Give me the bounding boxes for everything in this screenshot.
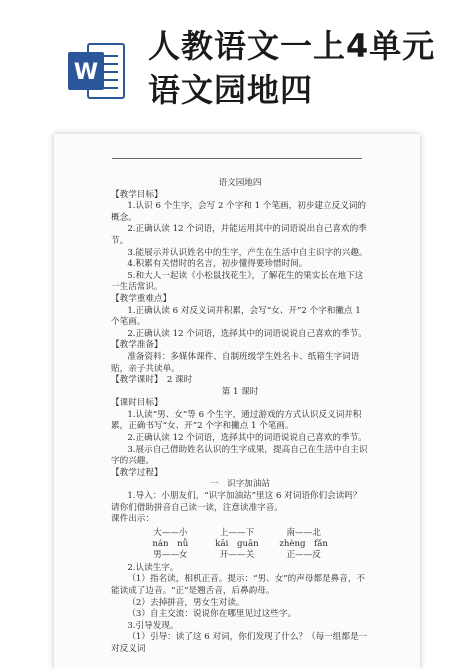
antonym-cell: kāi guān — [215, 538, 259, 549]
text-line: 1.认读“男、女”等 6 个生字，通过游戏的方式认识反义词并积累，正确书写“女、开”2 个字和撇点 1 个笔画。 — [111, 409, 362, 432]
lesson-lines-2 — [111, 563, 369, 656]
antonym-cell: 开——关 — [219, 549, 255, 560]
text-line: 【教学目标】 — [111, 189, 163, 200]
text-line: 课件出示： — [111, 514, 154, 525]
antonym-words — [137, 528, 337, 561]
text-line: 【课时目标】 — [111, 398, 163, 409]
text-line: 【教学过程】 — [111, 467, 163, 478]
text-line: （1）引导：读了这 6 对词，你们发现了什么？（每一组都是一对反义词 — [111, 632, 368, 654]
antonym-cell: 男——女 — [153, 549, 188, 560]
text-line: 4.积累有关惜时的名言，初步懂得要珍惜时间。 — [127, 259, 308, 270]
text-line: 3.展示自己借助姓名认识的生字成果，提高自己在生活中自主识字的兴趣。 — [111, 444, 368, 467]
antonym-cell: 南——北 — [286, 527, 321, 538]
word-document-icon — [66, 40, 128, 102]
text-line: 1.认识 6 个生字，会写 2 个字和 1 个笔画，初步建立反义词的概念。 — [111, 201, 366, 223]
header-rule — [112, 158, 362, 159]
document-body — [111, 178, 369, 656]
text-line: （2）去掉拼音，男女生对读。 — [127, 597, 245, 608]
antonym-cell: 上——下 — [219, 527, 255, 538]
text-line: 2.正确认读 12 个词语，选择其中的词语说说自己喜欢的季节。 — [127, 328, 367, 339]
page-title: 人教语文一上4单元语文园地四 — [148, 27, 436, 109]
text-line: 3.能展示并认识姓名中的生字，产生在生活中自主识字的兴趣。 — [127, 247, 368, 258]
antonym-cell: 正——反 — [286, 549, 321, 560]
antonym-cell: 大——小 — [153, 527, 188, 538]
header — [0, 0, 474, 130]
text-line: （1）指名读，相机正音。提示：“男、女”的声母都是鼻音，不能读成了边音。“正”是翘舌音，后鼻韵母。 — [111, 574, 366, 596]
antonym-cell: zhèng fǎn — [279, 538, 328, 549]
text-line: 【教学课时】 2 课时 — [111, 375, 193, 386]
text-line: 5.和大人一起读《小松鼠找花生》，了解花生的果实长在地下这一生活常识。 — [111, 270, 364, 293]
text-line: 【教学重难点】 — [111, 293, 172, 304]
lesson-lines — [111, 190, 369, 526]
text-line: 2.认读生字。 — [127, 562, 179, 573]
text-line: 2.正确认读 12 个词语，并能运用其中的词语说出自己喜欢的季节。 — [111, 224, 367, 246]
text-line: （3）自主交流：说说你在哪里见过这些字。 — [127, 609, 297, 620]
text-line: 3.引导发现。 — [127, 620, 179, 631]
doc-heading: 语文园地四 — [218, 178, 262, 188]
text-line: 一 识字加油站 — [209, 479, 271, 490]
text-line: 【教学准备】 — [111, 340, 163, 351]
text-line: 1.导入：小朋友们，“识字加油站”里这 6 对词语你们会读吗？请你们借助拼音自己读一读，注意读准字音。 — [111, 491, 362, 513]
text-line: 2.正确认读 12 个词语，选择其中的词语说说自己喜欢的季节。 — [127, 433, 367, 444]
antonym-cell: nán nǚ — [152, 538, 189, 549]
document-page — [54, 134, 420, 669]
svg-text:W: W — [73, 60, 99, 85]
text-line: 第 1 课时 — [221, 386, 259, 397]
text-line: 准备资料：多媒体课件、自制班级学生姓名卡、纸箱生字词语贴，亲子共读单。 — [111, 351, 360, 374]
text-line: 1.正确认读 6 对反义词并积累，会写“女、开”2 个字和撇点 1 个笔画。 — [111, 305, 361, 328]
